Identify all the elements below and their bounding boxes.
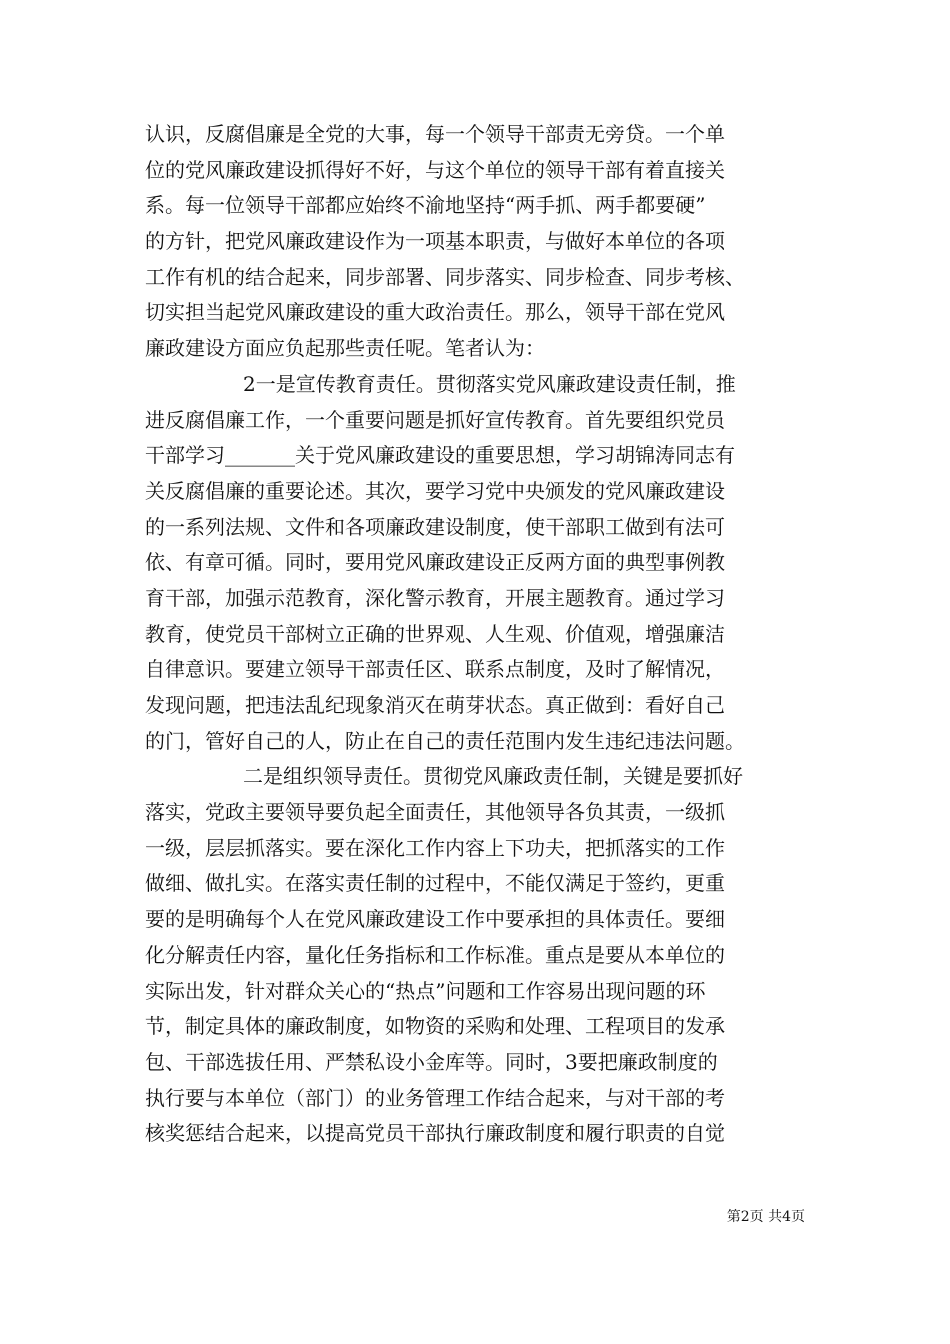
text-line: 教育，使党员干部树立正确的世界观、人生观、价值观，增强廉洁 — [145, 621, 725, 646]
text-line: 发现问题，把违法乱纪现象消灭在萌芽状态。真正做到：看好自己 — [145, 693, 725, 717]
text-line: 一级，层层抓落实。要在深化工作内容上下功夫，把抓落实的工作 — [145, 835, 725, 860]
text-line: 节，制定具体的廉政制度，如物资的采购和处理、工程项目的发承 — [145, 1014, 725, 1039]
text-line: 育干部，加强示范教育，深化警示教育，开展主题教育。通过学习 — [145, 585, 725, 610]
text-line: 廉政建设方面应负起那些责任呢。笔者认为： — [145, 336, 545, 361]
text-line: 实际出发，针对群众关心的“热点”问题和工作容易出现问题的环 — [145, 978, 706, 1003]
page-number: 第2页 共4页 — [726, 1209, 805, 1225]
paragraph-start-line: 二是组织领导责任。贯彻党风廉政责任制，关键是要抓好 — [243, 764, 743, 789]
text-line: 的方针，把党风廉政建设作为一项基本职责，与做好本单位的各项 — [145, 229, 725, 254]
text-line: 包、干部选拔任用、严禁私设小金库等。同时，3要把廉政制度的 — [145, 1049, 718, 1074]
text-line: 系。每一位领导干部都应始终不渝地坚持“两手抓、两手都要硬” — [145, 193, 706, 218]
text-line: 干部学习_______关于党风廉政建设的重要思想，学习胡锦涛同志有 — [145, 443, 735, 468]
text-line: 切实担当起党风廉政建设的重大政治责任。那么，领导干部在党风 — [145, 300, 725, 325]
text-line: 的门，管好自己的人，防止在自己的责任范围内发生违纪违法问题。 — [145, 728, 745, 753]
text-line: 核奖惩结合起来，以提高党员干部执行廉政制度和履行职责的自觉 — [145, 1121, 725, 1146]
text-line: 化分解责任内容，量化任务指标和工作标准。重点是要从本单位的 — [145, 942, 725, 967]
text-line: 要的是明确每个人在党风廉政建设工作中要承担的具体责任。要细 — [145, 907, 725, 932]
text-line: 执行要与本单位（部门）的业务管理工作结合起来，与对干部的考 — [145, 1085, 725, 1110]
text-line: 自律意识。要建立领导干部责任区、联系点制度，及时了解情况， — [145, 657, 725, 682]
text-line: 工作有机的结合起来，同步部署、同步落实、同步检查、同步考核、 — [145, 264, 745, 289]
text-line: 关反腐倡廉的重要论述。其次，要学习党中央颁发的党风廉政建设 — [145, 478, 725, 503]
text-line: 位的党风廉政建设抓得好不好，与这个单位的领导干部有着直接关 — [145, 157, 725, 182]
text-line: 认识，反腐倡廉是全党的大事，每一个领导干部责无旁贷。一个单 — [145, 122, 725, 146]
text-line: 进反腐倡廉工作，一个重要问题是抓好宣传教育。首先要组织党员 — [145, 407, 725, 432]
text-line: 的一系列法规、文件和各项廉政建设制度，使干部职工做到有法可 — [145, 514, 725, 539]
text-line: 依、有章可循。同时，要用党风廉政建设正反两方面的典型事例教 — [145, 550, 725, 575]
text-line: 做细、做扎实。在落实责任制的过程中，不能仅满足于签约，更重 — [145, 871, 725, 896]
text-line: 落实，党政主要领导要负起全面责任，其他领导各负其责，一级抓 — [145, 800, 725, 825]
paragraph-start-line: 2一是宣传教育责任。贯彻落实党风廉政建设责任制，推 — [243, 371, 736, 396]
body-text — [145, 117, 825, 1152]
